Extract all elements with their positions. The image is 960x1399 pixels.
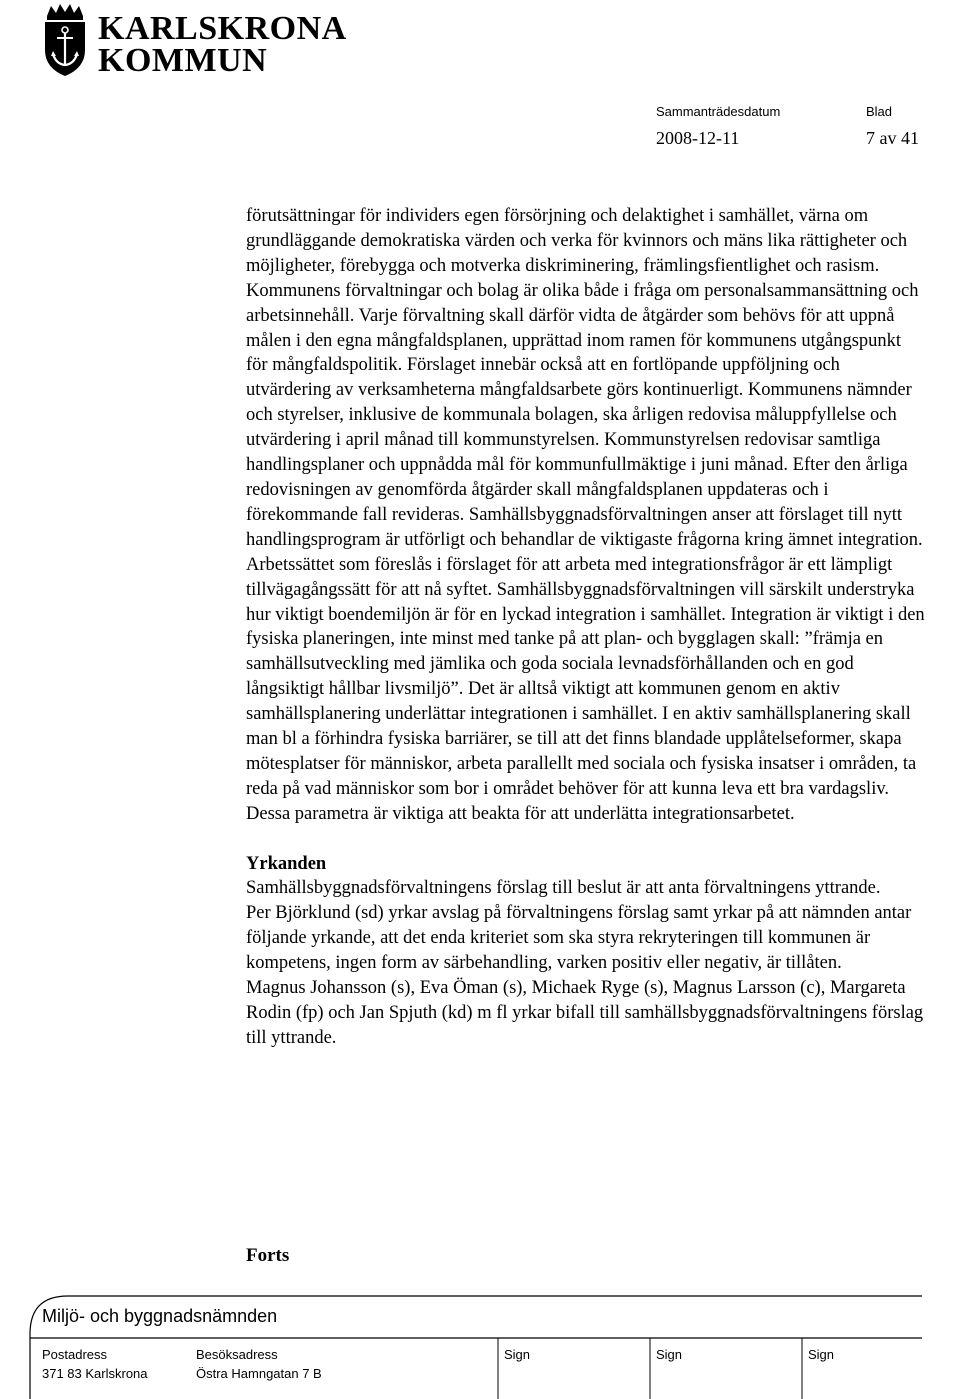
signature-label-3: Sign bbox=[808, 1347, 835, 1362]
page-label: Blad bbox=[866, 104, 893, 119]
body-paragraph: förutsättningar för individers egen försörjning och delaktighet i samhället, värna om grundläggande demokratiska värden och verka för kvinnors och mäns lika rättigheter och möjligheter, förebygga och motverka diskriminering, främlingsfientlighet och rasism. Kommunens förvaltningar och bolag är olika både i fråga om personalsammansättning och arbetsinnehåll. Varje förvaltning skall därför vidta de åtgärder som behövs för att uppnå målen i den egna mångfaldsplanen, upprättad inom ramen för kommunens utgångspunkt för mångfaldspolitik. Förslaget innebär också att en fortlöpande uppföljning och utvärdering av verksamheterna mångfaldsarbete görs kontinuerligt. Kommunens nämnder och styrelser, inklusive de kommunala bolagen, ska årligen redovisa måluppfyllelse och utvärdering i april månad till kommunstyrelsen. Kommunstyrelsen redovisar samtliga handlingsplaner och uppnådda mål för kommunfullmäktige i juni månad. Efter den årliga redovisningen av genomförda åtgärder skall mångfaldsplanen uppdateras och i förekommande fall revideras. Samhällsbyggnadsförvaltningen anser att förslaget till nytt handlingsprogram är utförligt och behandlar de viktigaste frågorna kring ämnet integration. Arbetssättet som föreslås i förslaget för att arbeta med integrationsfrågor är ett lämpligt tillvägagångssätt för att nå syftet. Samhällsbyggnadsförvaltningen vill särskilt understryka hur viktigt boendemiljön är för en lyckad integration i samhället. Integration är viktigt i den fysiska planeringen, inte minst med tanke på att plan- och bygglagen skall: ”främja en samhällsutveckling med jämlika och goda sociala levnadsförhållanden och en god långsiktigt hållbar livsmiljö”. Det är alltså viktigt att kommunen genom en aktiv samhällsplanering underlättar integrationen i samhället. I en aktiv samhällsplanering skall man bl a förhindra fysiska barriärer, se till att det finns blandade upplåtelseformer, skapa mötesplatser för människor, arbeta parallellt med sociala och fysiska insatser i områden, ta reda på vad människor som bor i området behöver för att kunna leva ett bra vardagsliv. Dessa parametra är viktiga att beakta för att underlätta integrationsarbetet. bbox=[246, 206, 925, 824]
continued-marker: Forts bbox=[246, 1245, 290, 1266]
logo-text-line-2: KOMMUN bbox=[98, 42, 268, 79]
visiting-address-label: Besöksadress bbox=[196, 1347, 278, 1362]
paragraph-spacer bbox=[246, 827, 926, 852]
signature-label-1: Sign bbox=[504, 1347, 531, 1362]
municipality-logo bbox=[42, 2, 347, 80]
logo-text-line-1: KARLSKRONA bbox=[98, 10, 347, 47]
document-body bbox=[246, 204, 926, 1051]
body-paragraph: Per Björklund (sd) yrkar avslag på förvaltningens förslag samt yrkar på att nämnden antar följande yrkande, att det enda kriteriet som ska styra rekryteringen till kommunen är kompetens, ingen form av särbehandling, varken positiv eller negativ, är tillåten. bbox=[246, 903, 912, 974]
postal-address-label: Postadress bbox=[42, 1347, 108, 1362]
board-name: Miljö- och byggnadsnämnden bbox=[42, 1306, 278, 1326]
signature-label-2: Sign bbox=[656, 1347, 683, 1362]
visiting-address-value: Östra Hamngatan 7 B bbox=[196, 1366, 322, 1381]
body-paragraph: Samhällsbyggnadsförvaltningens förslag till beslut är att anta förvaltningens yttrande. bbox=[246, 878, 881, 899]
postal-address-value: 371 83 Karlskrona bbox=[42, 1366, 148, 1381]
body-paragraph: Magnus Johansson (s), Eva Öman (s), Michaek Ryge (s), Magnus Larsson (c), Margareta Rodin (fp) och Jan Spjuth (kd) m fl yrkar bifall till samhällsbyggnadsförvaltningens förslag till yttrande. bbox=[246, 978, 924, 1048]
page-number: 7 av 41 bbox=[866, 128, 919, 148]
anchor-crest-icon bbox=[42, 2, 88, 78]
meeting-date: 2008-12-11 bbox=[656, 128, 740, 148]
meeting-date-label: Sammanträdesdatum bbox=[656, 104, 781, 119]
meeting-meta bbox=[656, 104, 919, 152]
section-heading-yrkanden: Yrkanden bbox=[246, 853, 327, 874]
